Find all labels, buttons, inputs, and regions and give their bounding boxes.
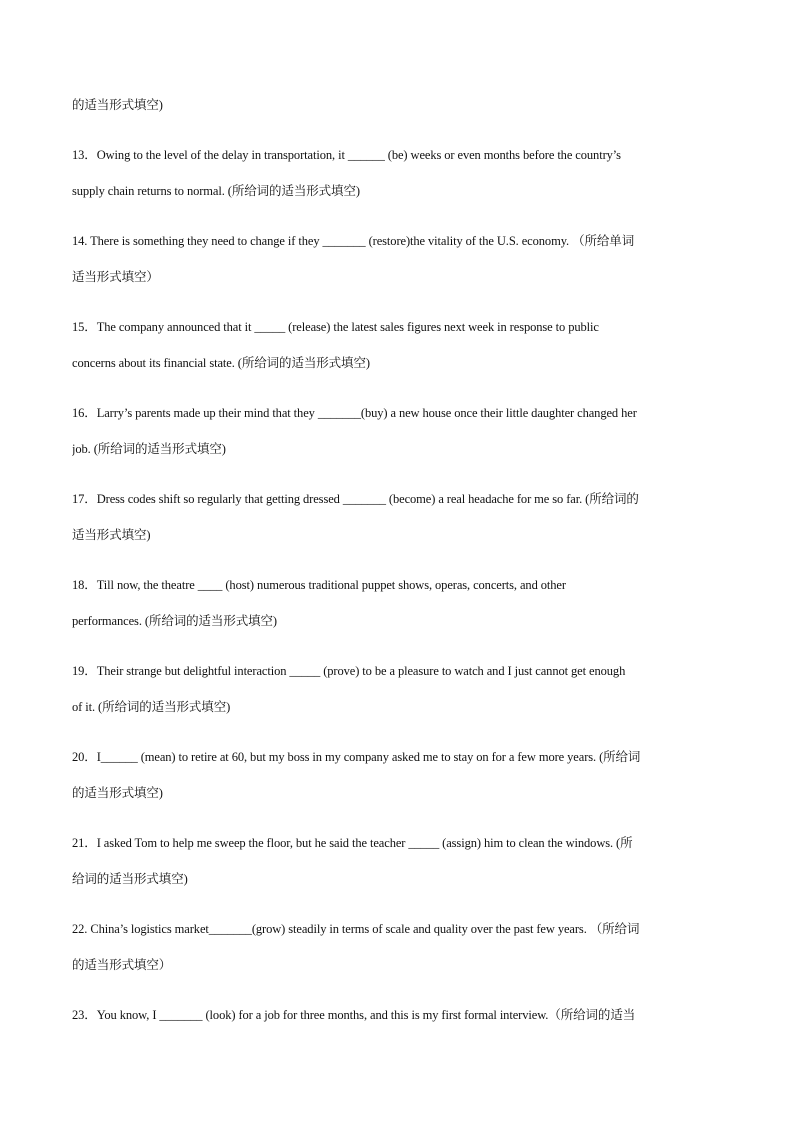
question-13-line-1: 13．Owing to the level of the delay in transportation, it ______ (be) weeks or even months before the country’s — [72, 148, 621, 162]
question-14-line-1: 14. There is something they need to change if they _______ (restore)the vitality of the U.S. economy. （所给单词 — [72, 234, 635, 248]
question-14-line-2: 适当形式填空） — [72, 270, 159, 284]
question-17-line-2: 适当形式填空) — [72, 528, 151, 542]
question-20-line-1: 20．I______ (mean) to retire at 60, but my boss in my company asked me to stay on for a few more years. (所给词 — [72, 750, 641, 764]
question-15-line-2: concerns about its financial state. (所给词的适当形式填空) — [72, 356, 370, 370]
question-22-line-2: 的适当形式填空） — [72, 958, 172, 972]
question-15-line-1: 15．The company announced that it _____ (release) the latest sales figures next week in response to public — [72, 320, 599, 334]
question-23-line-1: 23．You know, I _______ (look) for a job for three months, and this is my first formal interview.（所给词的适当 — [72, 1008, 636, 1022]
text-line: 的适当形式填空) — [72, 98, 163, 112]
question-16-line-1: 16．Larry’s parents made up their mind that they _______(buy) a new house once their little daughter changed her — [72, 406, 637, 420]
question-19-line-1: 19．Their strange but delightful interaction _____ (prove) to be a pleasure to watch and I just cannot get enough — [72, 664, 626, 678]
question-20-line-2: 的适当形式填空) — [72, 786, 163, 800]
question-17-line-1: 17．Dress codes shift so regularly that getting dressed _______ (become) a real headache for me so far. (所给词的 — [72, 492, 639, 506]
question-18-line-2: performances. (所给词的适当形式填空) — [72, 614, 277, 628]
question-18-line-1: 18．Till now, the theatre ____ (host) numerous traditional puppet shows, operas, concerts, and other — [72, 578, 566, 592]
question-21-line-1: 21．I asked Tom to help me sweep the floor, but he said the teacher _____ (assign) him to clean the windows. (所 — [72, 836, 633, 850]
question-21-line-2: 给词的适当形式填空) — [72, 872, 188, 886]
question-22-line-1: 22. China’s logistics market_______(grow) steadily in terms of scale and quality over the past few years. （所给词 — [72, 922, 640, 936]
question-19-line-2: of it. (所给词的适当形式填空) — [72, 700, 231, 714]
question-13-line-2: supply chain returns to normal. (所给词的适当形式填空) — [72, 184, 360, 198]
question-16-line-2: job. (所给词的适当形式填空) — [72, 442, 226, 456]
